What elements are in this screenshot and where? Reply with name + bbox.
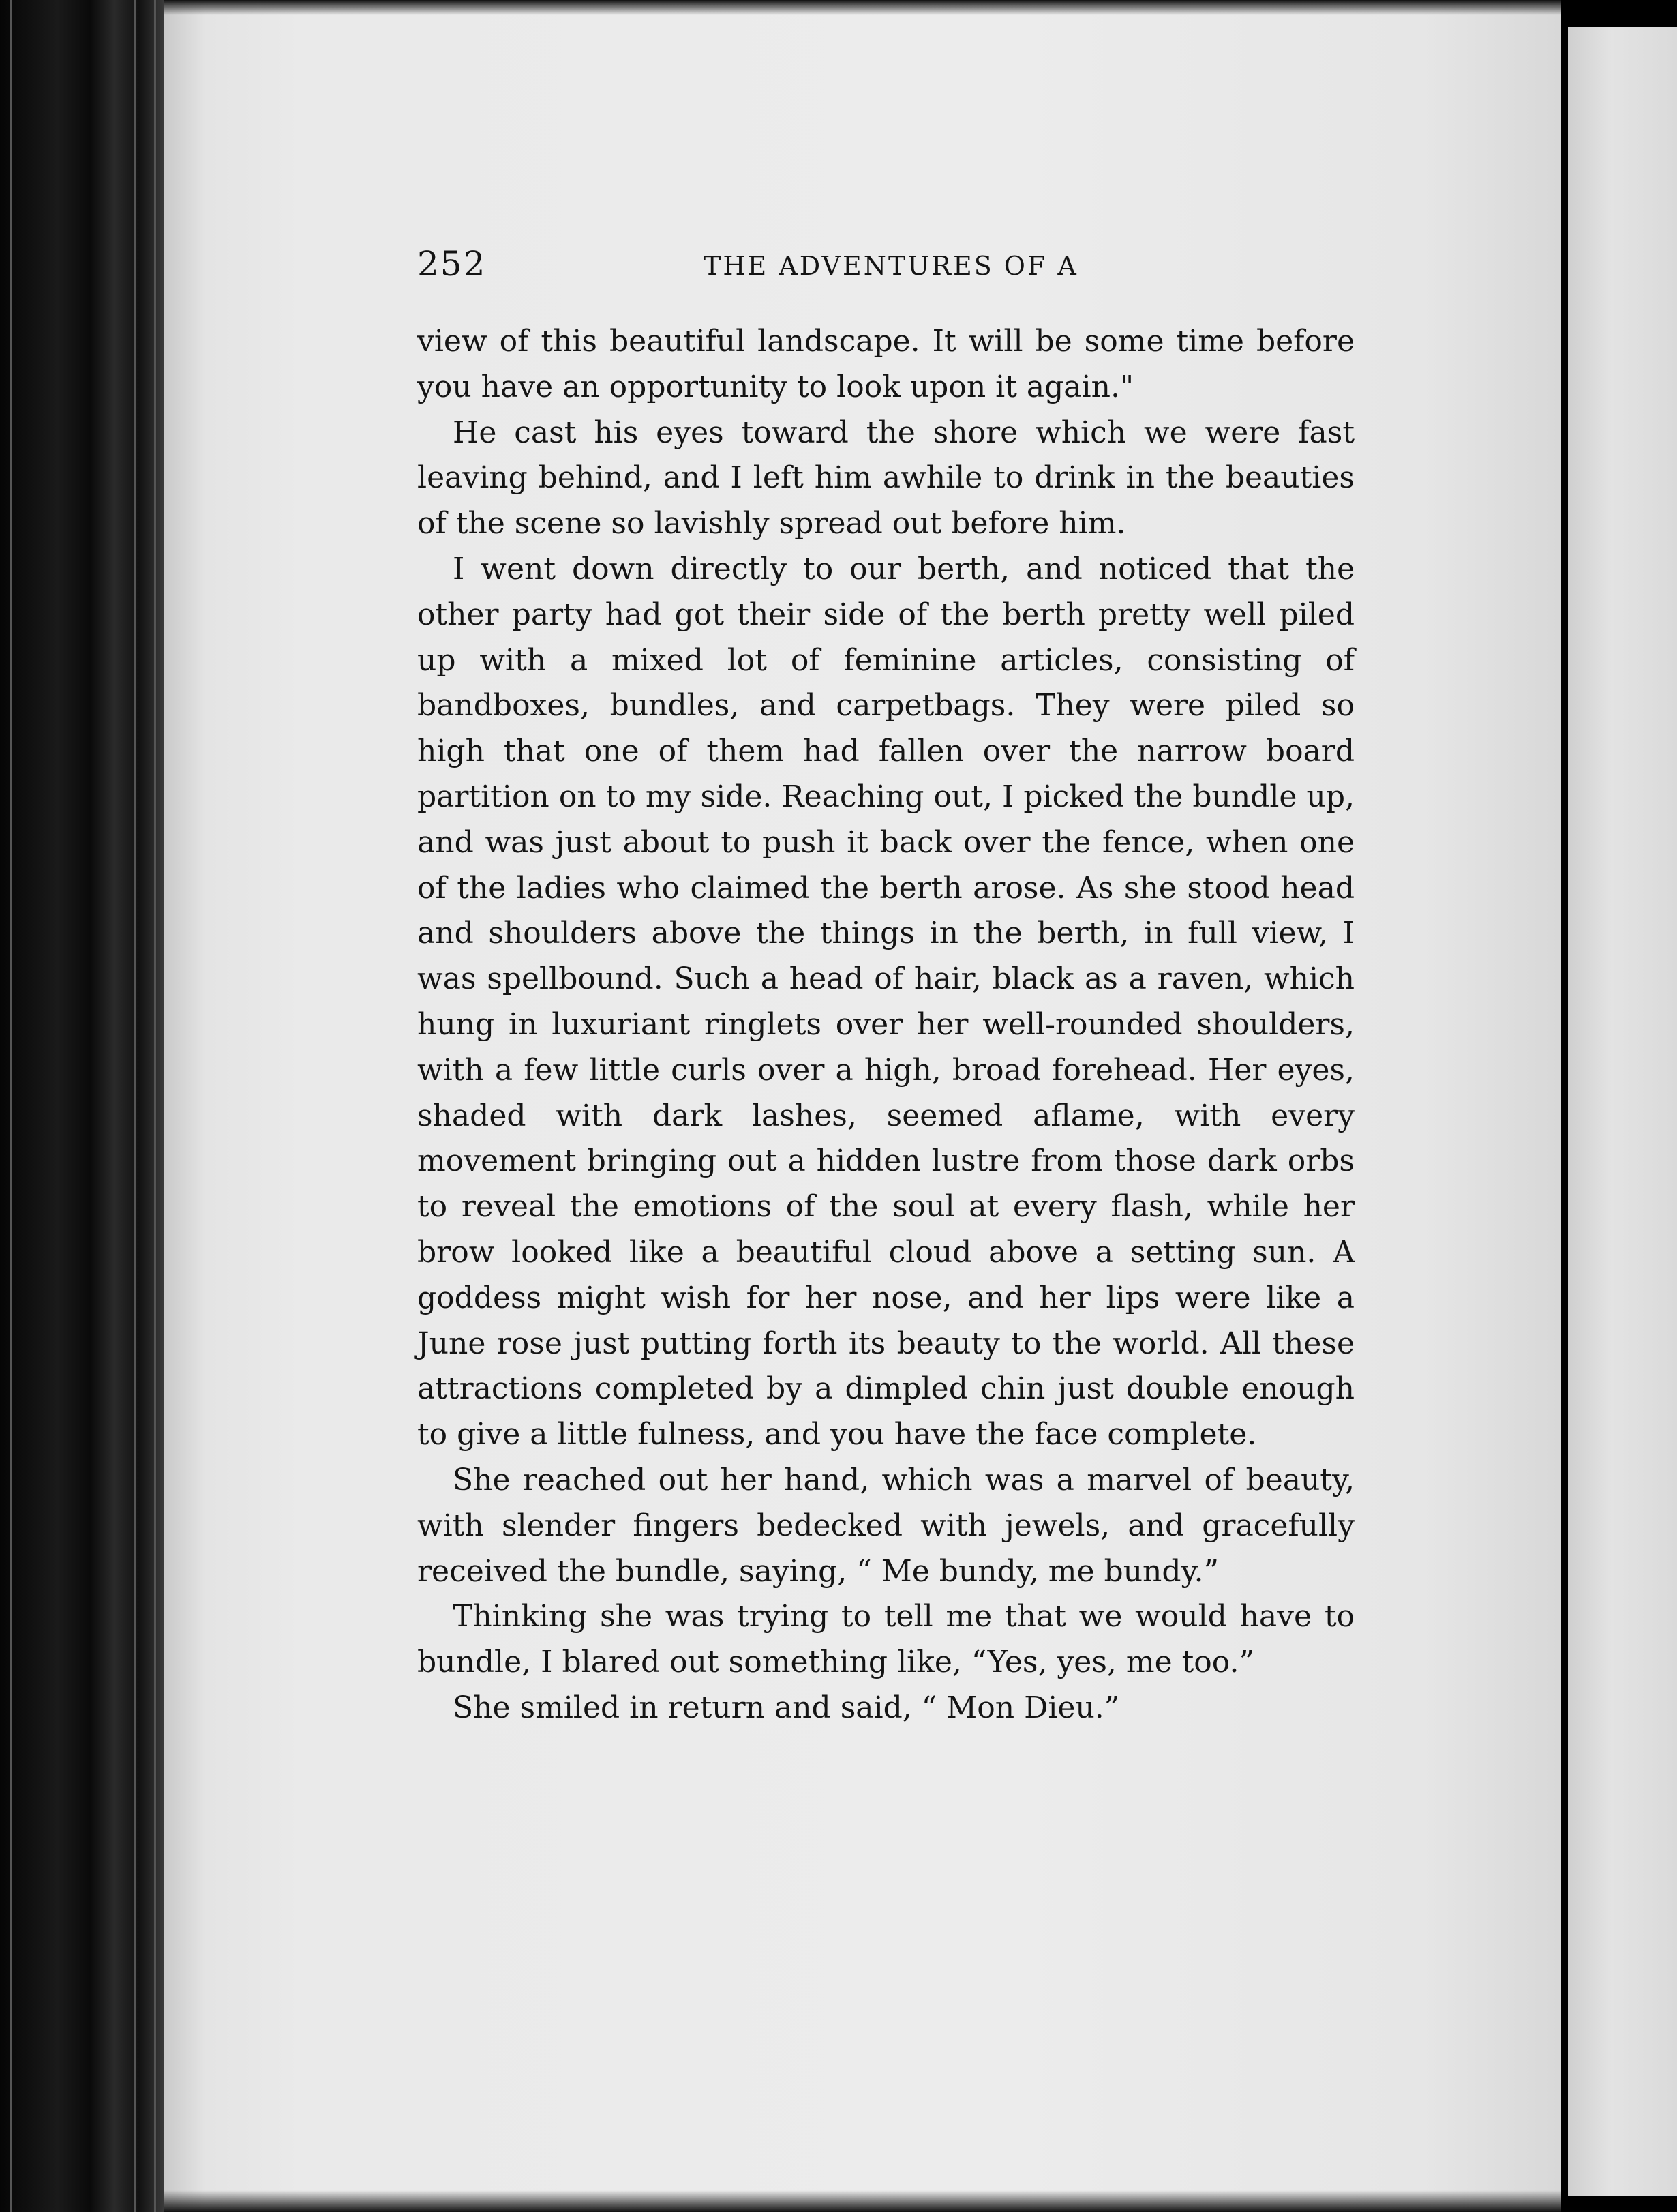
book-binding xyxy=(0,0,164,2212)
paragraph: She smiled in return and said, “ Mon Dieu.” xyxy=(453,1690,1120,1725)
page-bottom-shadow xyxy=(164,2190,1561,2212)
paragraph: Thinking she was trying to tell me that we would have to bundle, I blared out something like, “Yes, yes, me too.” xyxy=(417,1599,1355,1680)
page-number: 252 xyxy=(417,244,487,284)
paragraph: view of this beautiful landscape. It will be some time before you have an opportunity to look upon it again." xyxy=(417,324,1355,404)
paragraph: He cast his eyes toward the shore which we were fast leaving behind, and I left him awhile to drink in the beauties of the scene so lavishly spread out before him. xyxy=(417,415,1355,541)
running-head: THE ADVENTURES OF A xyxy=(704,251,1078,281)
facing-page-edge xyxy=(1561,27,1568,2196)
paragraph: I went down directly to our berth, and noticed that the other party had got their side of the berth pretty well piled up with a mixed lot of feminine articles, consisting of bandboxes, bundles, and carpetbags. They were piled so high that one of them had fallen over the narrow board partition on to my side. Reaching out, I picked the bundle up, and was just about to push it back over the fence, when one of the ladies who claimed the berth arose. As she stood head and shoulders above the things in the berth, in full view, I was spellbound. Such a head of hair, black as a raven, which hung in luxuriant ringlets over her well-rounded shoulders, with a few little curls over a high, broad forehead. Her eyes, shaded with dark lashes, seemed aflame, with every movement bringing out a hidden lustre from those dark orbs to reveal the emotions of the soul at every flash, while her brow looked like a beautiful cloud above a setting sun. A goddess might wish for her nose, and her lips were like a June rose just putting forth its beauty to the world. All these attractions completed by a dimpled chin just double enough to give a little fulness, and you have the face complete. xyxy=(417,551,1355,1452)
binding-edge-line xyxy=(10,0,12,2212)
facing-page-fragment xyxy=(1568,27,1677,2196)
paragraph: She reached out her hand, which was a marvel of beauty, with slender fingers bedecked with jewels, and gracefully received the bundle, saying, “ Me bundy, me bundy.” xyxy=(417,1462,1355,1589)
binding-edge-line xyxy=(134,0,136,2212)
binding-edge-line xyxy=(154,0,156,2212)
body-text xyxy=(417,319,1355,1731)
page-header xyxy=(417,244,1355,292)
page-top-shadow xyxy=(164,0,1561,15)
